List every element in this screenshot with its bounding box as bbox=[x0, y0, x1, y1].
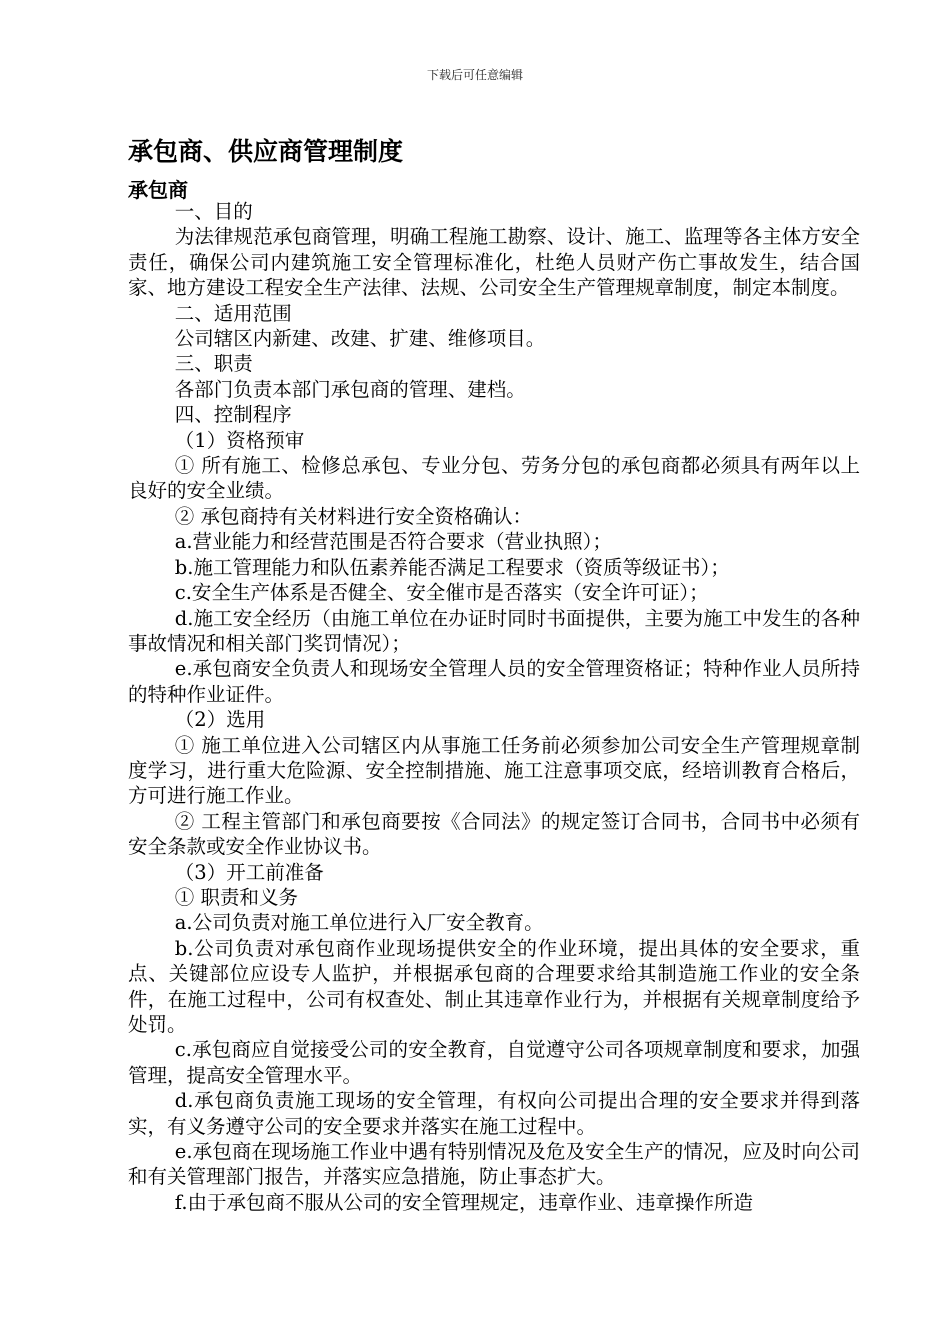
paragraph: 一、目的 bbox=[174, 200, 253, 223]
paragraph: f.由于承包商不服从公司的安全管理规定，违章作业、违章操作所造 bbox=[174, 1190, 754, 1214]
paragraph: ② 工程主管部门和承包商要按《合同法》的规定签订合同书，合同书中必须有安全条款或安全作业协议书。 bbox=[128, 809, 860, 859]
page-header-note: 下载后可任意编辑 bbox=[426, 68, 523, 82]
section-heading: 承包商 bbox=[128, 178, 188, 202]
paragraph: c.承包商应自觉接受公司的安全教育，自觉遵守公司各项规章制度和要求，加强管理，提高安全管理水平。 bbox=[128, 1038, 860, 1087]
paragraph: e.承包商在现场施工作业中遇有特别情况及危及安全生产的情况，应及时向公司和有关管理部门报告，并落实应急措施，防止事态扩大。 bbox=[128, 1140, 860, 1189]
paragraph: ① 施工单位进入公司辖区内从事施工任务前必须参加公司安全生产管理规章制度学习，进行重大危险源、安全控制措施、施工注意事项交底，经培训教育合格后，方可进行施工作业。 bbox=[128, 733, 860, 808]
paragraph: （1）资格预审 bbox=[174, 428, 305, 452]
paragraph: b.公司负责对承包商作业现场提供安全的作业环境，提出具体的安全要求，重点、关键部位应设专人监护，并根据承包商的合理要求给其制造施工作业的安全条件，在施工过程中，公司有权查处、制止其违章作业行为，并根据有关规章制度给予处罚。 bbox=[128, 936, 860, 1036]
paragraph: 二、适用范围 bbox=[174, 301, 292, 325]
document-title: 承包商、供应商管理制度 bbox=[128, 137, 404, 166]
paragraph: e.承包商安全负责人和现场安全管理人员的安全管理资格证；特种作业人员所持的特种作业证件。 bbox=[128, 657, 860, 706]
paragraph: （2）选用 bbox=[174, 708, 266, 732]
paragraph: 各部门负责本部门承包商的管理、建档。 bbox=[174, 377, 526, 401]
paragraph: c.安全生产体系是否健全、安全催市是否落实（安全许可证）； bbox=[174, 581, 709, 605]
paragraph: a.公司负责对施工单位进行入厂安全教育。 bbox=[174, 911, 544, 935]
paragraph: b.施工管理能力和队伍素养能否满足工程要求（资质等级证书）； bbox=[174, 555, 730, 579]
paragraph: 四、控制程序 bbox=[174, 403, 292, 427]
paragraph: 公司辖区内新建、改建、扩建、维修项目。 bbox=[174, 327, 546, 351]
paragraph: 为法律规范承包商管理，明确工程施工勘察、设计、施工、监理等各主体方安全责任，确保公司内建筑施工安全管理标准化，杜绝人员财产伤亡事故发生，结合国家、地方建设工程安全生产法律、法规、公司安全生产管理规章制度，制定本制度。 bbox=[128, 225, 860, 300]
paragraph: ① 职责和义务 bbox=[174, 885, 298, 909]
paragraph: ① 所有施工、检修总承包、专业分包、劳务分包的承包商都必须具有两年以上良好的安全业绩。 bbox=[128, 454, 860, 503]
document-body bbox=[128, 199, 860, 1215]
paragraph: 三、职责 bbox=[174, 352, 253, 376]
paragraph: ② 承包商持有关材料进行安全资格确认： bbox=[174, 504, 532, 528]
paragraph: d.承包商负责施工现场的安全管理，有权向公司提出合理的安全要求并得到落实，有义务遵守公司的安全要求并落实在施工过程中。 bbox=[128, 1089, 860, 1138]
paragraph: （3）开工前准备 bbox=[174, 860, 324, 884]
paragraph: a.营业能力和经营范围是否符合要求（营业执照）； bbox=[174, 530, 612, 554]
paragraph: d.施工安全经历（由施工单位在办证时同时书面提供，主要为施工中发生的各种事故情况和相关部门奖罚情况）； bbox=[128, 606, 860, 655]
